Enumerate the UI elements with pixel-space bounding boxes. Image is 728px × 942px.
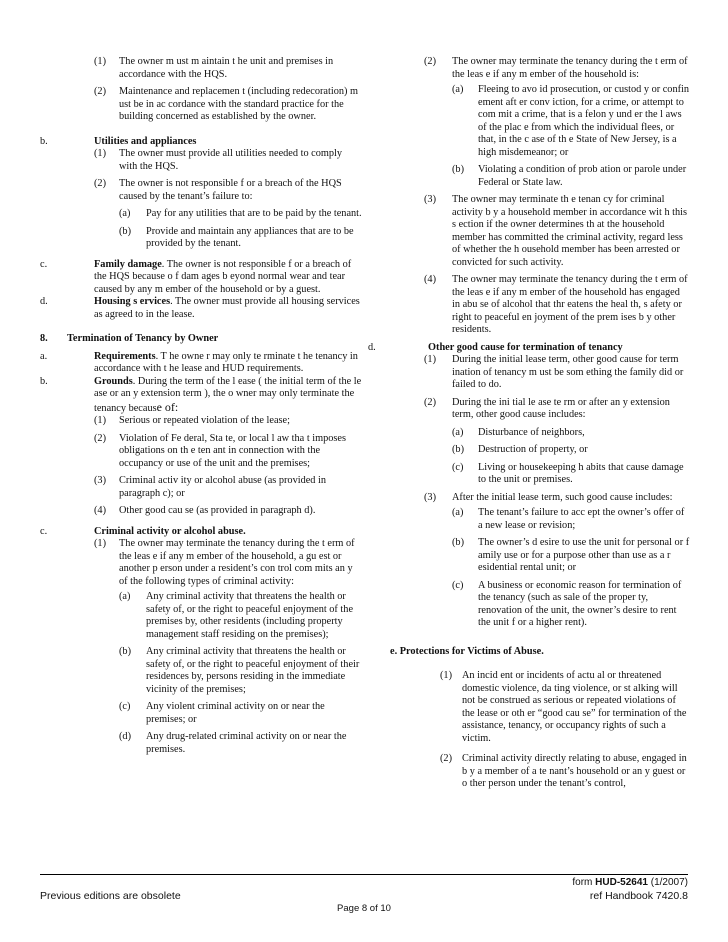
section-label: c. [40, 258, 48, 270]
list-subitem [119, 226, 362, 251]
item-number: (2) [424, 396, 437, 408]
section-label: a. [40, 350, 48, 362]
item-number: (b) [119, 646, 132, 657]
list-item [94, 56, 362, 81]
section-heading: Termination of Tenancy by Owner [67, 333, 219, 344]
item-number: (3) [94, 475, 107, 486]
item-text: Serious or repeated violation of the lease; [119, 415, 290, 426]
item-text: During the initial lease term, other good cause for term ination of tenancy m ust be som ething the family did or failed to do. [452, 354, 684, 390]
list-item [94, 505, 362, 518]
list-item [94, 178, 362, 203]
item-text: The tenant’s failure to acc ept the owner’s offer of a new lease or revision; [478, 507, 685, 531]
section-d-right [368, 342, 690, 355]
section-text: . The owner is not responsible f or a breach of the HQS because o f dam ages b eyond normal wear and tear caused by any m ember of the household or by a guest. [94, 258, 352, 295]
item-number: (c) [452, 461, 464, 473]
item-number: (a) [119, 208, 131, 219]
list-subitem [119, 701, 362, 726]
section-text: . During the term of the l ease ( the initial term of the le ase or an y extension term ), the o wner may only terminate the tenancy becaus [94, 375, 362, 414]
list-item [440, 670, 690, 745]
item-text: The owner may terminate the tenancy during the t erm of the leas e if any m ember of the household is: [452, 56, 688, 80]
section-paragraph [94, 259, 362, 297]
form-number [572, 877, 688, 890]
section-title: Other good cause for termination of tenancy [428, 341, 623, 353]
right-column [368, 56, 690, 791]
obsolete-notice: Previous editions are obsolete [40, 890, 181, 902]
section-paragraph [94, 296, 362, 321]
section-title: Housing s ervices [94, 296, 171, 307]
section-title: Family damage [94, 258, 162, 270]
item-text: The owner may terminate the tenancy during the t erm of the leas e if any m ember of the household has engaged in abu se of alcohol that thr eatens the heal th, s afety or right to peaceful en joyment of the prem ises b y other residents. [452, 274, 688, 335]
item-text: The owner must provide all utilities needed to comply with the HQS. [119, 148, 343, 172]
item-number: (a) [452, 84, 464, 95]
item-number: (1) [94, 148, 107, 159]
section-label: b. [40, 135, 48, 147]
item-number: (2) [94, 178, 107, 189]
item-number: (b) [119, 225, 132, 237]
item-text: The owner may terminate th e tenan cy for criminal activity b y a household member in accordance wit h this s ection if the owner determines th at the household member has committed the criminal activity, regard less of whether the h ousehold member has been arrested or convicted for such activity. [452, 194, 688, 268]
item-text: A business or economic reason for termination of the tenancy (such as sale of the proper ty, renovation of the unit, the owner’s desire to rent the unit f or a higher rent). [478, 579, 682, 628]
section-e-title: e. Protections for Victims of Abuse. [390, 645, 544, 657]
item-number: (1) [424, 354, 437, 365]
item-number: (2) [440, 753, 453, 764]
list-item [440, 753, 690, 791]
item-text: Maintenance and replacemen t (including redecoration) m ust be in ac cordance with the standard practice for the building concerned as established by the owner. [119, 86, 359, 122]
section-8c [40, 526, 362, 539]
item-text: Any drug-related criminal activity on or near the premises. [146, 731, 347, 755]
list-item [94, 148, 362, 173]
section-c [40, 259, 362, 297]
item-number: (4) [424, 274, 437, 285]
item-number: (2) [424, 56, 437, 67]
section-heading-8 [40, 333, 362, 346]
section-label: c. [40, 525, 48, 537]
item-number: (1) [94, 538, 107, 549]
item-text: The owner m ust m aintain t he unit and premises in accordance with the HQS. [119, 56, 334, 80]
item-number: (b) [452, 537, 465, 548]
list-item [424, 194, 690, 269]
section-label: d. [368, 341, 376, 353]
list-subitem [452, 462, 690, 487]
list-subitem [452, 444, 690, 457]
section-8a [40, 351, 362, 376]
item-text: After the initial lease term, such good cause includes: [452, 491, 673, 503]
list-item [424, 354, 690, 392]
item-number: (a) [119, 591, 131, 602]
item-number: (1) [440, 670, 453, 681]
list-item [424, 492, 690, 505]
section-label: b. [40, 375, 48, 387]
item-text: Other good cau se (as provided in paragraph d). [119, 505, 316, 516]
item-number: (3) [424, 194, 437, 205]
item-text: Violation of Fe deral, Sta te, or local l aw tha t imposes obligations on th e ten ant in connection with the occupancy or use of the unit and the premises; [119, 432, 347, 469]
item-text: Any violent criminal activity on or near the premises; or [146, 701, 325, 725]
item-text: Criminal activ ity or alcohol abuse (as provided in paragraph c); or [119, 475, 327, 499]
list-subitem [119, 591, 362, 641]
item-number: (2) [94, 86, 107, 97]
section-label: d. [40, 296, 48, 307]
item-text: Violating a condition of prob ation or parole under Federal or State law. [478, 164, 687, 188]
item-text: Fleeing to avo id prosecution, or custod y or confin ement aft er conv iction, for a crime, or attempt to com mit a crime, that is a felon y und er the l aws of the plac e from which the individual flees, or that, in the c ase of th e State of New Jersey, is a high misdemeanor; or [478, 84, 690, 158]
left-column [40, 56, 362, 756]
list-subitem [119, 208, 362, 221]
item-text: Any criminal activity that threatens the health or safety of, or the right to peaceful enjoyment of the premises by, other residents (including property management staff residing on the premises); [146, 591, 354, 640]
item-text: Criminal activity directly relating to abuse, engaged in b y a member of a te nant’s household or an y guest or o ther person under the tenant’s control, [462, 753, 687, 789]
item-number: (a) [452, 426, 464, 438]
item-number: (1) [94, 56, 107, 67]
list-subitem [119, 646, 362, 696]
item-text: Disturbance of neighbors, [478, 426, 585, 438]
item-number: (d) [119, 731, 132, 742]
list-item [424, 274, 690, 337]
section-number: 8. [40, 333, 48, 344]
list-item [94, 538, 362, 588]
section-text: . The owner must provide all housing services as agreed to in the lease. [94, 296, 360, 320]
item-number: (b) [452, 164, 465, 175]
item-text: Provide and maintain any appliances that are to be provided by the tenant. [146, 225, 354, 249]
item-number: (a) [452, 507, 464, 518]
section-b [40, 136, 362, 149]
list-item [94, 86, 362, 124]
form-id: HUD-52641 [595, 877, 648, 888]
list-item [424, 56, 690, 81]
item-text: Pay for any utilities that are to be paid by the tenant. [146, 208, 362, 219]
form-date: (1/2007) [647, 877, 688, 888]
item-text: The owner may terminate the tenancy during the t erm of the leas e if any m ember of the household, a gu est or another p erson under a resident’s con trol com mits an y of the following types of criminal activity: [119, 538, 355, 587]
form-prefix: form [572, 877, 596, 888]
item-text: Any criminal activity that threatens the health or safety of, or the right to peaceful enjoyment of their residences by, persons residing in the immediate vicinity of the premises; [146, 646, 360, 695]
section-8b [40, 376, 362, 416]
list-item [94, 475, 362, 500]
list-subitem [452, 427, 690, 440]
item-number: (c) [452, 579, 464, 591]
section-paragraph [94, 351, 362, 376]
list-subitem [119, 731, 362, 756]
item-number: (c) [119, 701, 131, 712]
list-subitem [452, 537, 690, 575]
list-subitem [452, 164, 690, 189]
item-text: During the ini tial le ase te rm or after an y extension term, other good cause includes: [452, 396, 670, 420]
item-text: Living or housekeeping h abits that cause damage to the unit or premises. [478, 461, 684, 485]
list-item [94, 433, 362, 471]
section-text: . T he owne r may only te rminate t he tenancy in accordance with t he lease and HUD requirements. [94, 350, 358, 374]
item-number: (2) [94, 432, 107, 444]
section-title: Criminal activity or alcohol abuse. [94, 525, 246, 537]
page-number: Page 8 of 10 [337, 903, 391, 914]
section-d [40, 296, 362, 321]
item-number: (b) [452, 444, 465, 455]
item-text: An incid ent or incidents of actu al or threatened domestic violence, da ting violence, or st alking will not be construed as serious or repeated violations of the lease or oth er “good cau se” for termination of the assistance, tenancy, or occupancy rights of such a victim. [462, 670, 687, 744]
section-text-tail: e of: [156, 399, 179, 414]
section-paragraph [94, 376, 362, 416]
handbook-reference: ref Handbook 7420.8 [589, 890, 688, 902]
item-text: The owner’s d esire to use the unit for personal or f amily use or for a purpose other than use as a r esidential rental unit; or [478, 537, 690, 573]
list-subitem [452, 84, 690, 159]
footer-divider [40, 874, 688, 875]
item-text: The owner is not responsible f or a breach of the HQS caused by the tenant’s failure to: [119, 178, 342, 202]
section-title: Grounds [94, 375, 133, 387]
item-number: (3) [424, 491, 437, 503]
list-subitem [452, 507, 690, 532]
item-text: Destruction of property, or [478, 444, 588, 455]
item-number: (4) [94, 505, 107, 516]
section-title: Requirements [94, 350, 156, 362]
list-item [424, 397, 690, 422]
item-number: (1) [94, 415, 107, 426]
section-title: Utilities and appliances [94, 135, 197, 147]
list-subitem [452, 580, 690, 630]
list-item [94, 415, 362, 428]
